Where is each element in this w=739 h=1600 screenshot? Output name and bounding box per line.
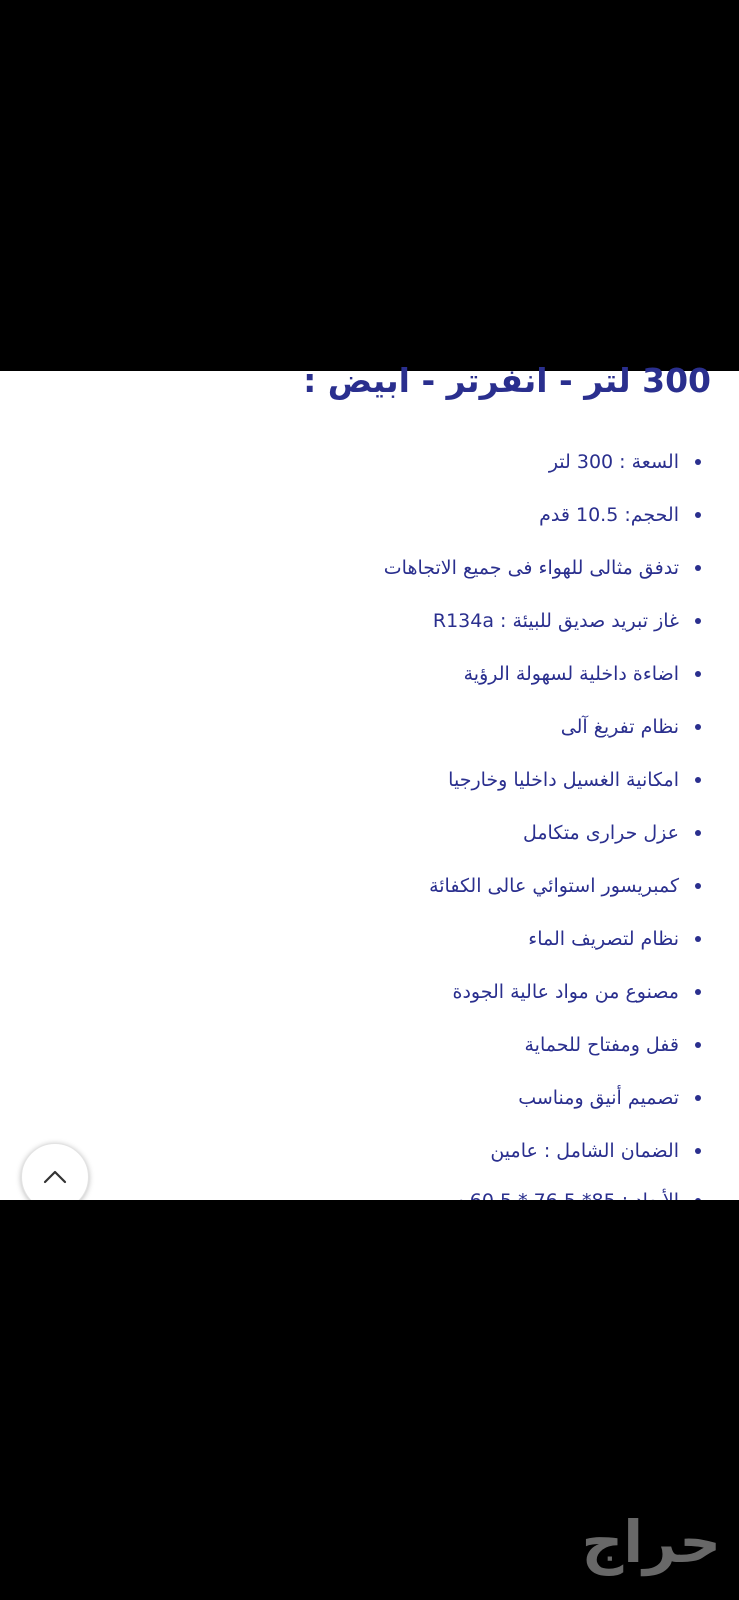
spec-item [524,1030,701,1060]
product-title: 300 لتر - انفرتر - ابيض : [303,361,711,400]
spec-item [464,659,701,689]
spec-text: كمبريسور استوائي عالى الكفائة [429,875,679,897]
spec-text: تدفق مثالى للهواء فى جميع الاتجاهات [383,557,679,579]
spec-item [384,553,701,583]
spec-text: قفل ومفتاح للحماية [524,1034,679,1056]
spec-text: اضاءة داخلية لسهولة الرؤية [463,663,679,685]
spec-item [539,500,701,530]
watermark-logo: حراج [581,1508,721,1576]
bullet-icon [695,671,701,677]
bullet-icon [695,1095,701,1101]
spec-text: امكانية الغسيل داخليا وخارجيا [448,769,679,791]
spec-item [561,712,701,742]
spec-item [448,765,701,795]
product-description [0,361,739,1200]
spec-text: تصميم أنيق ومناسب [518,1087,679,1109]
bullet-icon [695,936,701,942]
bullet-icon [695,512,701,518]
bullet-icon [695,459,701,465]
bullet-icon [695,618,701,624]
bullet-icon [695,1042,701,1048]
top-blank-area [0,0,739,371]
spec-item [453,977,701,1007]
bullet-icon [695,830,701,836]
spec-text: نظام تفريغ آلى [560,716,679,738]
chevron-up-icon [42,1169,68,1185]
spec-item [523,818,701,848]
spec-text: السعة : 300 لتر [548,451,679,473]
bullet-icon [695,724,701,730]
bullet-icon [695,1148,701,1154]
spec-item [490,1136,701,1166]
spec-text: الحجم: 10.5 قدم [539,504,679,526]
bullet-icon [695,777,701,783]
spec-text: مصنوع من مواد عالية الجودة [452,981,679,1003]
bullet-icon [695,883,701,889]
spec-text: الضمان الشامل : عامين [490,1140,679,1162]
spec-text: غاز تبريد صديق للبيئة : R134a [432,610,679,632]
bullet-icon [695,989,701,995]
bullet-icon [695,565,701,571]
spec-item [433,606,701,636]
spec-item [518,1083,701,1113]
spec-text: نظام لتصريف الماء [528,928,679,950]
spec-item [528,924,701,954]
spec-item [429,871,701,901]
spec-item [549,447,701,477]
spec-text: عزل حرارى متكامل [522,822,679,844]
